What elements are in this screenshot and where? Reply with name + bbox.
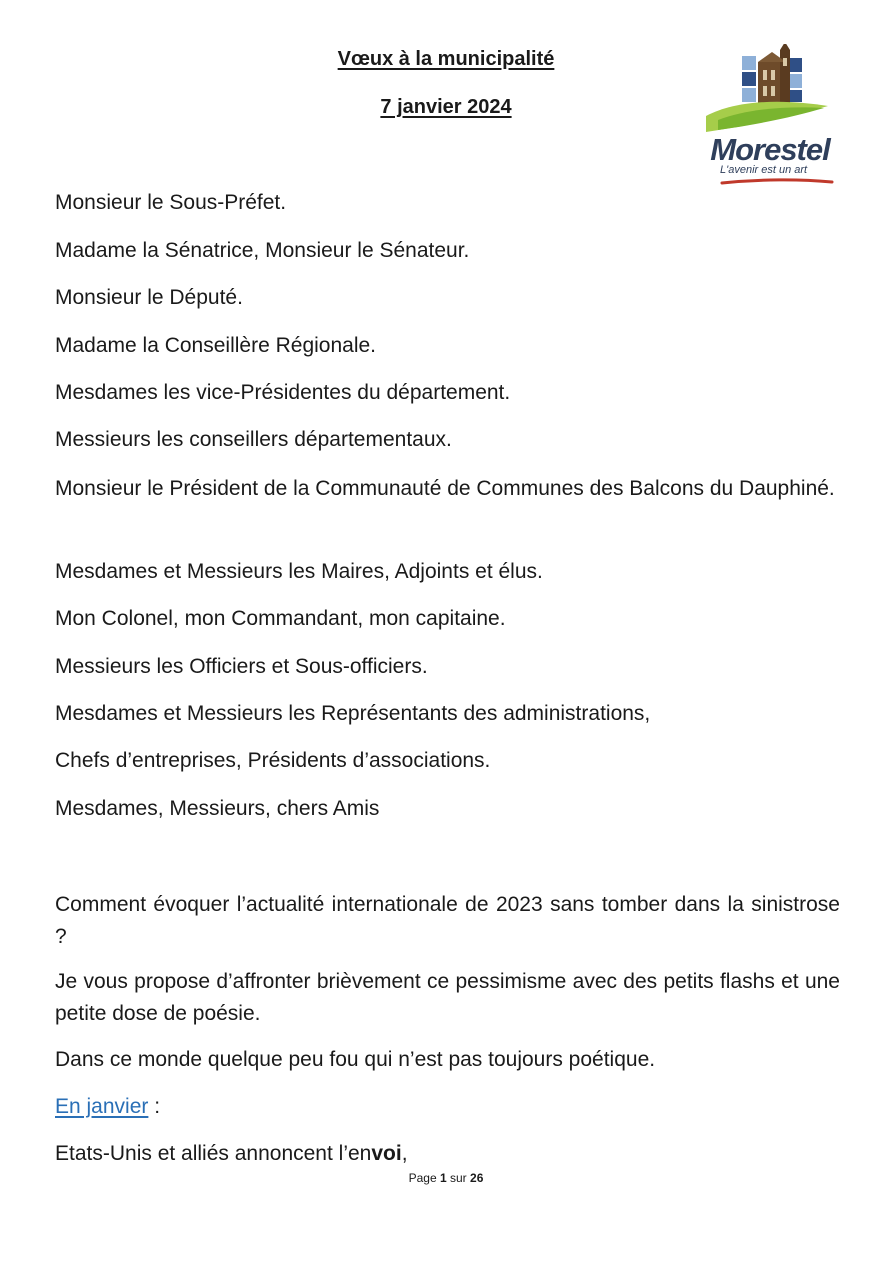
salutation-line: Mesdames et Messieurs les Maires, Adjoints et élus.: [55, 560, 543, 583]
logo-tagline: L'avenir est un art: [720, 164, 808, 176]
page-separator: sur: [446, 1171, 471, 1185]
body-paragraph: Dans ce monde quelque peu fou qui n’est pas toujours poétique.: [55, 1048, 656, 1071]
salutation-line: Mesdames, Messieurs, chers Amis: [55, 797, 380, 820]
salutation-line: Chefs d’entreprises, Présidents d’associations.: [55, 749, 491, 772]
salutation-line: Mesdames les vice-Présidentes du département.: [55, 381, 511, 404]
salutation-line: Monsieur le Président de la Communauté de Communes des Balcons du Dauphiné.: [55, 477, 835, 500]
salutation-line: Madame la Conseillère Régionale.: [55, 334, 377, 357]
document-title: Vœux à la municipalité: [337, 48, 555, 70]
salutation-line: Mesdames et Messieurs les Représentants des administrations,: [55, 702, 651, 725]
body-paragraph: Je vous propose d’affronter brièvement ce pessimisme avec des petits flashs et une petite dose de poésie.: [55, 970, 840, 1025]
salutation-line: Messieurs les conseillers départementaux.: [55, 428, 452, 451]
month-suffix: :: [148, 1095, 161, 1118]
salutation-line: Monsieur le Député.: [55, 286, 243, 309]
body-text-bold: voi: [371, 1142, 402, 1165]
salutation-line: Monsieur le Sous-Préfet.: [55, 191, 287, 214]
logo-wordmark: Morestel: [710, 132, 830, 167]
salutation-line: Mon Colonel, mon Commandant, mon capitaine.: [55, 607, 506, 630]
body-paragraph-month: [55, 1091, 840, 1123]
salutation-line: Messieurs les Officiers et Sous-officiers.: [55, 655, 428, 678]
document-date: 7 janvier 2024: [380, 96, 512, 118]
month-link-january[interactable]: En janvier: [55, 1095, 149, 1118]
body-text-suffix: ,: [401, 1142, 408, 1165]
salutation-line: Madame la Sénatrice, Monsieur le Sénateur.: [55, 239, 470, 262]
page-total: 26: [470, 1171, 484, 1185]
morestel-emblem-icon: [700, 44, 840, 139]
page-label: Page: [408, 1171, 440, 1185]
body-text-prefix: Etats-Unis et alliés annoncent l’en: [55, 1142, 372, 1165]
body-paragraph: Comment évoquer l’actualité internationale de 2023 sans tomber dans la sinistrose ?: [55, 893, 840, 948]
morestel-logo: [700, 44, 840, 189]
body-paragraph: [55, 1138, 840, 1170]
page-footer: [0, 1171, 892, 1185]
page-current: 1: [439, 1171, 447, 1185]
